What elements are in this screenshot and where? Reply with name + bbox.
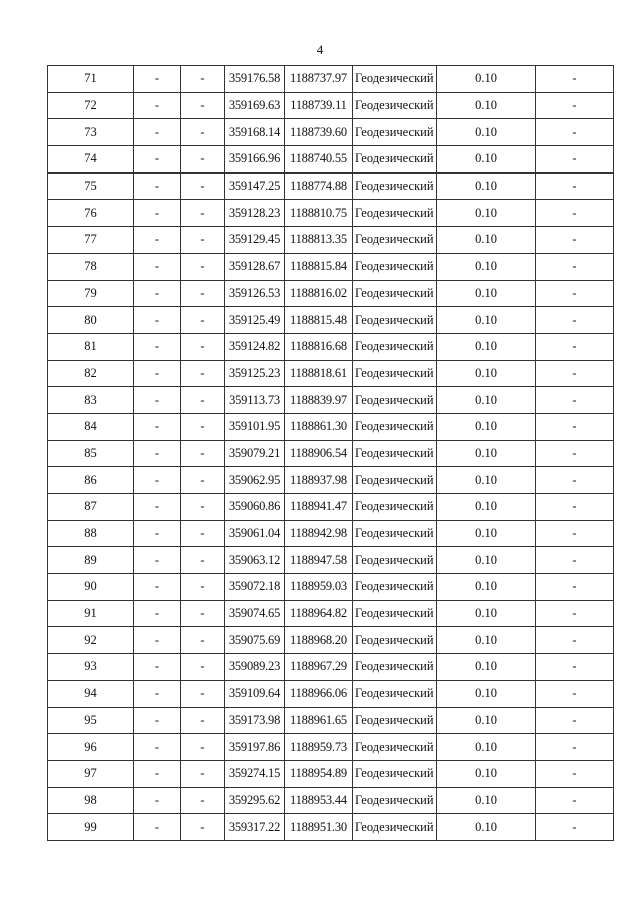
- method-cell: Геодезический: [353, 119, 437, 146]
- y-coordinate-cell: 1188740.55: [285, 146, 353, 173]
- y-coordinate-cell: 1188964.82: [285, 600, 353, 627]
- x-coordinate-cell: 359074.65: [225, 600, 285, 627]
- note-cell: -: [536, 173, 614, 200]
- method-cell: Геодезический: [353, 173, 437, 200]
- point-number-cell: 85: [48, 440, 134, 467]
- note-cell: -: [536, 760, 614, 787]
- x-coordinate-cell: 359176.58: [225, 66, 285, 93]
- dash-cell-a: -: [134, 654, 181, 681]
- point-number-cell: 71: [48, 66, 134, 93]
- method-cell: Геодезический: [353, 146, 437, 173]
- table-row: [48, 814, 614, 841]
- x-coordinate-cell: 359125.49: [225, 307, 285, 334]
- method-cell: Геодезический: [353, 680, 437, 707]
- note-cell: -: [536, 387, 614, 414]
- point-number-cell: 82: [48, 360, 134, 387]
- precision-cell: 0.10: [437, 119, 536, 146]
- dash-cell-a: -: [134, 387, 181, 414]
- note-cell: -: [536, 627, 614, 654]
- y-coordinate-cell: 1188861.30: [285, 413, 353, 440]
- note-cell: -: [536, 66, 614, 93]
- note-cell: -: [536, 574, 614, 601]
- dash-cell-a: -: [134, 627, 181, 654]
- method-cell: Геодезический: [353, 574, 437, 601]
- y-coordinate-cell: 1188818.61: [285, 360, 353, 387]
- x-coordinate-cell: 359295.62: [225, 787, 285, 814]
- method-cell: Геодезический: [353, 547, 437, 574]
- point-number-cell: 91: [48, 600, 134, 627]
- table-row: [48, 280, 614, 307]
- table-body: [48, 66, 614, 841]
- x-coordinate-cell: 359197.86: [225, 734, 285, 761]
- point-number-cell: 83: [48, 387, 134, 414]
- y-coordinate-cell: 1188813.35: [285, 227, 353, 254]
- method-cell: Геодезический: [353, 520, 437, 547]
- precision-cell: 0.10: [437, 787, 536, 814]
- table-row: [48, 200, 614, 227]
- x-coordinate-cell: 359062.95: [225, 467, 285, 494]
- y-coordinate-cell: 1188739.11: [285, 92, 353, 119]
- dash-cell-b: -: [181, 200, 225, 227]
- y-coordinate-cell: 1188816.02: [285, 280, 353, 307]
- point-number-cell: 78: [48, 253, 134, 280]
- precision-cell: 0.10: [437, 627, 536, 654]
- y-coordinate-cell: 1188816.68: [285, 333, 353, 360]
- note-cell: -: [536, 547, 614, 574]
- table-row: [48, 787, 614, 814]
- method-cell: Геодезический: [353, 227, 437, 254]
- dash-cell-a: -: [134, 200, 181, 227]
- dash-cell-b: -: [181, 787, 225, 814]
- note-cell: -: [536, 253, 614, 280]
- dash-cell-b: -: [181, 413, 225, 440]
- table-row: [48, 627, 614, 654]
- point-number-cell: 87: [48, 494, 134, 521]
- point-number-cell: 75: [48, 173, 134, 200]
- dash-cell-a: -: [134, 66, 181, 93]
- dash-cell-a: -: [134, 307, 181, 334]
- method-cell: Геодезический: [353, 280, 437, 307]
- note-cell: -: [536, 146, 614, 173]
- x-coordinate-cell: 359124.82: [225, 333, 285, 360]
- y-coordinate-cell: 1188739.60: [285, 119, 353, 146]
- dash-cell-a: -: [134, 787, 181, 814]
- precision-cell: 0.10: [437, 760, 536, 787]
- dash-cell-a: -: [134, 600, 181, 627]
- dash-cell-b: -: [181, 734, 225, 761]
- point-number-cell: 90: [48, 574, 134, 601]
- x-coordinate-cell: 359169.63: [225, 92, 285, 119]
- table-row: [48, 467, 614, 494]
- y-coordinate-cell: 1188961.65: [285, 707, 353, 734]
- dash-cell-b: -: [181, 814, 225, 841]
- precision-cell: 0.10: [437, 387, 536, 414]
- point-number-cell: 77: [48, 227, 134, 254]
- point-number-cell: 73: [48, 119, 134, 146]
- precision-cell: 0.10: [437, 173, 536, 200]
- note-cell: -: [536, 654, 614, 681]
- dash-cell-a: -: [134, 520, 181, 547]
- table-row: [48, 494, 614, 521]
- method-cell: Геодезический: [353, 440, 437, 467]
- point-number-cell: 93: [48, 654, 134, 681]
- point-number-cell: 86: [48, 467, 134, 494]
- dash-cell-a: -: [134, 574, 181, 601]
- table-row: [48, 574, 614, 601]
- note-cell: -: [536, 734, 614, 761]
- precision-cell: 0.10: [437, 467, 536, 494]
- dash-cell-b: -: [181, 173, 225, 200]
- point-number-cell: 79: [48, 280, 134, 307]
- y-coordinate-cell: 1188968.20: [285, 627, 353, 654]
- dash-cell-a: -: [134, 440, 181, 467]
- note-cell: -: [536, 680, 614, 707]
- dash-cell-a: -: [134, 146, 181, 173]
- x-coordinate-cell: 359109.64: [225, 680, 285, 707]
- method-cell: Геодезический: [353, 600, 437, 627]
- precision-cell: 0.10: [437, 333, 536, 360]
- method-cell: Геодезический: [353, 413, 437, 440]
- point-number-cell: 88: [48, 520, 134, 547]
- precision-cell: 0.10: [437, 66, 536, 93]
- dash-cell-b: -: [181, 92, 225, 119]
- y-coordinate-cell: 1188967.29: [285, 654, 353, 681]
- dash-cell-b: -: [181, 360, 225, 387]
- method-cell: Геодезический: [353, 307, 437, 334]
- dash-cell-b: -: [181, 520, 225, 547]
- method-cell: Геодезический: [353, 494, 437, 521]
- dash-cell-a: -: [134, 467, 181, 494]
- method-cell: Геодезический: [353, 92, 437, 119]
- dash-cell-a: -: [134, 760, 181, 787]
- point-number-cell: 98: [48, 787, 134, 814]
- precision-cell: 0.10: [437, 680, 536, 707]
- precision-cell: 0.10: [437, 200, 536, 227]
- dash-cell-b: -: [181, 253, 225, 280]
- note-cell: -: [536, 92, 614, 119]
- dash-cell-a: -: [134, 494, 181, 521]
- dash-cell-a: -: [134, 734, 181, 761]
- note-cell: -: [536, 707, 614, 734]
- method-cell: Геодезический: [353, 253, 437, 280]
- y-coordinate-cell: 1188942.98: [285, 520, 353, 547]
- x-coordinate-cell: 359274.15: [225, 760, 285, 787]
- note-cell: -: [536, 227, 614, 254]
- y-coordinate-cell: 1188954.89: [285, 760, 353, 787]
- x-coordinate-cell: 359147.25: [225, 173, 285, 200]
- method-cell: Геодезический: [353, 760, 437, 787]
- method-cell: Геодезический: [353, 787, 437, 814]
- note-cell: -: [536, 520, 614, 547]
- table-row: [48, 119, 614, 146]
- precision-cell: 0.10: [437, 360, 536, 387]
- dash-cell-b: -: [181, 654, 225, 681]
- table-row: [48, 307, 614, 334]
- x-coordinate-cell: 359129.45: [225, 227, 285, 254]
- point-number-cell: 99: [48, 814, 134, 841]
- dash-cell-b: -: [181, 574, 225, 601]
- y-coordinate-cell: 1188947.58: [285, 547, 353, 574]
- x-coordinate-cell: 359166.96: [225, 146, 285, 173]
- dash-cell-a: -: [134, 333, 181, 360]
- method-cell: Геодезический: [353, 814, 437, 841]
- y-coordinate-cell: 1188959.73: [285, 734, 353, 761]
- y-coordinate-cell: 1188966.06: [285, 680, 353, 707]
- note-cell: -: [536, 600, 614, 627]
- precision-cell: 0.10: [437, 574, 536, 601]
- x-coordinate-cell: 359101.95: [225, 413, 285, 440]
- dash-cell-b: -: [181, 66, 225, 93]
- precision-cell: 0.10: [437, 814, 536, 841]
- precision-cell: 0.10: [437, 600, 536, 627]
- method-cell: Геодезический: [353, 66, 437, 93]
- dash-cell-a: -: [134, 707, 181, 734]
- precision-cell: 0.10: [437, 547, 536, 574]
- y-coordinate-cell: 1188959.03: [285, 574, 353, 601]
- x-coordinate-cell: 359063.12: [225, 547, 285, 574]
- point-number-cell: 76: [48, 200, 134, 227]
- y-coordinate-cell: 1188906.54: [285, 440, 353, 467]
- point-number-cell: 94: [48, 680, 134, 707]
- table-row: [48, 173, 614, 200]
- method-cell: Геодезический: [353, 360, 437, 387]
- y-coordinate-cell: 1188737.97: [285, 66, 353, 93]
- dash-cell-a: -: [134, 814, 181, 841]
- table-row: [48, 707, 614, 734]
- precision-cell: 0.10: [437, 734, 536, 761]
- x-coordinate-cell: 359168.14: [225, 119, 285, 146]
- table-row: [48, 654, 614, 681]
- table-row: [48, 520, 614, 547]
- dash-cell-a: -: [134, 280, 181, 307]
- note-cell: -: [536, 307, 614, 334]
- table-row: [48, 253, 614, 280]
- precision-cell: 0.10: [437, 707, 536, 734]
- table-row: [48, 680, 614, 707]
- y-coordinate-cell: 1188810.75: [285, 200, 353, 227]
- point-number-cell: 96: [48, 734, 134, 761]
- note-cell: -: [536, 814, 614, 841]
- precision-cell: 0.10: [437, 280, 536, 307]
- dash-cell-b: -: [181, 627, 225, 654]
- dash-cell-b: -: [181, 333, 225, 360]
- table-row: [48, 66, 614, 93]
- point-number-cell: 81: [48, 333, 134, 360]
- y-coordinate-cell: 1188839.97: [285, 387, 353, 414]
- x-coordinate-cell: 359079.21: [225, 440, 285, 467]
- precision-cell: 0.10: [437, 146, 536, 173]
- table-row: [48, 600, 614, 627]
- dash-cell-a: -: [134, 92, 181, 119]
- precision-cell: 0.10: [437, 307, 536, 334]
- table-row: [48, 734, 614, 761]
- precision-cell: 0.10: [437, 494, 536, 521]
- dash-cell-a: -: [134, 173, 181, 200]
- precision-cell: 0.10: [437, 440, 536, 467]
- precision-cell: 0.10: [437, 654, 536, 681]
- note-cell: -: [536, 280, 614, 307]
- dash-cell-a: -: [134, 227, 181, 254]
- table-row: [48, 146, 614, 173]
- x-coordinate-cell: 359126.53: [225, 280, 285, 307]
- precision-cell: 0.10: [437, 92, 536, 119]
- x-coordinate-cell: 359173.98: [225, 707, 285, 734]
- x-coordinate-cell: 359075.69: [225, 627, 285, 654]
- note-cell: -: [536, 787, 614, 814]
- point-number-cell: 92: [48, 627, 134, 654]
- dash-cell-b: -: [181, 307, 225, 334]
- dash-cell-a: -: [134, 680, 181, 707]
- x-coordinate-cell: 359072.18: [225, 574, 285, 601]
- method-cell: Геодезический: [353, 734, 437, 761]
- x-coordinate-cell: 359089.23: [225, 654, 285, 681]
- x-coordinate-cell: 359113.73: [225, 387, 285, 414]
- method-cell: Геодезический: [353, 467, 437, 494]
- dash-cell-b: -: [181, 600, 225, 627]
- note-cell: -: [536, 333, 614, 360]
- dash-cell-b: -: [181, 547, 225, 574]
- dash-cell-b: -: [181, 494, 225, 521]
- table-row: [48, 760, 614, 787]
- y-coordinate-cell: 1188937.98: [285, 467, 353, 494]
- dash-cell-b: -: [181, 146, 225, 173]
- x-coordinate-cell: 359128.67: [225, 253, 285, 280]
- note-cell: -: [536, 467, 614, 494]
- note-cell: -: [536, 413, 614, 440]
- table-row: [48, 547, 614, 574]
- x-coordinate-cell: 359061.04: [225, 520, 285, 547]
- method-cell: Геодезический: [353, 654, 437, 681]
- method-cell: Геодезический: [353, 333, 437, 360]
- precision-cell: 0.10: [437, 227, 536, 254]
- dash-cell-b: -: [181, 119, 225, 146]
- coordinates-table: [47, 65, 614, 841]
- table-row: [48, 387, 614, 414]
- note-cell: -: [536, 119, 614, 146]
- dash-cell-a: -: [134, 119, 181, 146]
- dash-cell-a: -: [134, 253, 181, 280]
- precision-cell: 0.10: [437, 413, 536, 440]
- precision-cell: 0.10: [437, 520, 536, 547]
- method-cell: Геодезический: [353, 627, 437, 654]
- page-number: 4: [316, 42, 324, 57]
- dash-cell-b: -: [181, 387, 225, 414]
- point-number-cell: 72: [48, 92, 134, 119]
- dash-cell-a: -: [134, 413, 181, 440]
- method-cell: Геодезический: [353, 200, 437, 227]
- precision-cell: 0.10: [437, 253, 536, 280]
- y-coordinate-cell: 1188941.47: [285, 494, 353, 521]
- dash-cell-b: -: [181, 440, 225, 467]
- method-cell: Геодезический: [353, 707, 437, 734]
- note-cell: -: [536, 494, 614, 521]
- table-row: [48, 227, 614, 254]
- x-coordinate-cell: 359125.23: [225, 360, 285, 387]
- dash-cell-b: -: [181, 280, 225, 307]
- dash-cell-b: -: [181, 680, 225, 707]
- y-coordinate-cell: 1188951.30: [285, 814, 353, 841]
- dash-cell-b: -: [181, 760, 225, 787]
- note-cell: -: [536, 360, 614, 387]
- x-coordinate-cell: 359060.86: [225, 494, 285, 521]
- dash-cell-b: -: [181, 707, 225, 734]
- table-row: [48, 333, 614, 360]
- table-row: [48, 413, 614, 440]
- table-row: [48, 440, 614, 467]
- y-coordinate-cell: 1188815.48: [285, 307, 353, 334]
- y-coordinate-cell: 1188953.44: [285, 787, 353, 814]
- dash-cell-b: -: [181, 467, 225, 494]
- note-cell: -: [536, 440, 614, 467]
- point-number-cell: 95: [48, 707, 134, 734]
- point-number-cell: 89: [48, 547, 134, 574]
- y-coordinate-cell: 1188774.88: [285, 173, 353, 200]
- dash-cell-a: -: [134, 360, 181, 387]
- x-coordinate-cell: 359128.23: [225, 200, 285, 227]
- x-coordinate-cell: 359317.22: [225, 814, 285, 841]
- point-number-cell: 97: [48, 760, 134, 787]
- table-row: [48, 360, 614, 387]
- point-number-cell: 80: [48, 307, 134, 334]
- note-cell: -: [536, 200, 614, 227]
- dash-cell-b: -: [181, 227, 225, 254]
- dash-cell-a: -: [134, 547, 181, 574]
- point-number-cell: 74: [48, 146, 134, 173]
- y-coordinate-cell: 1188815.84: [285, 253, 353, 280]
- table-row: [48, 92, 614, 119]
- point-number-cell: 84: [48, 413, 134, 440]
- method-cell: Геодезический: [353, 387, 437, 414]
